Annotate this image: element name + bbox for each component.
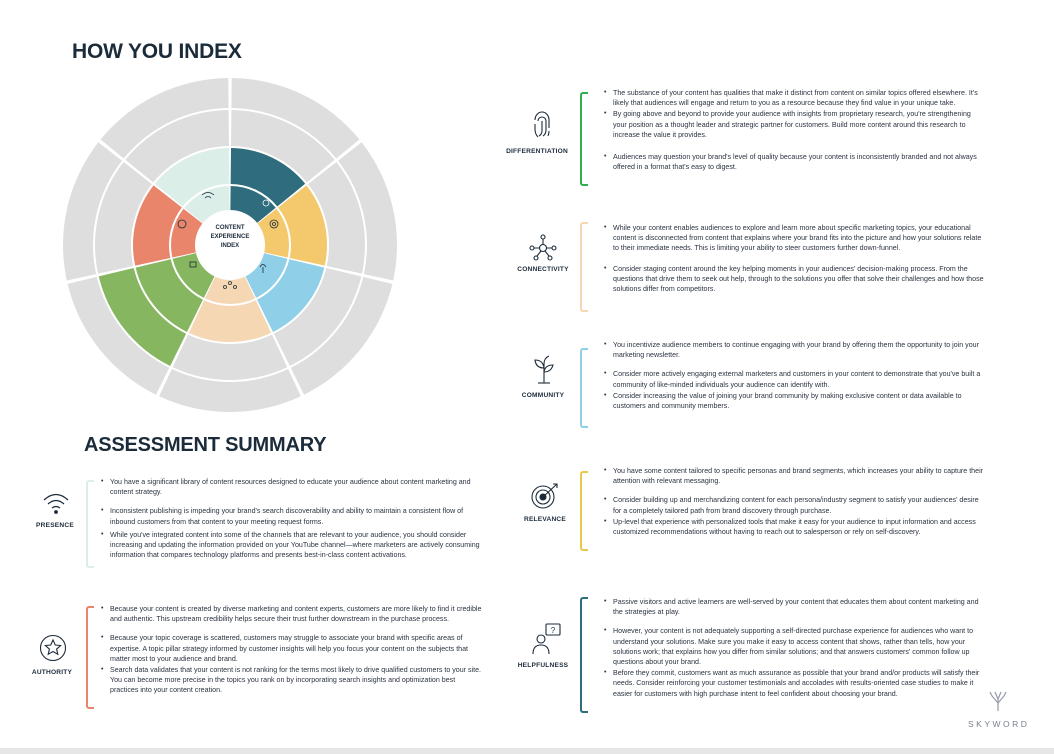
differentiation-bullet-3: • Audiences may question your brand's level of quality because your content is inconsistently branded and not always offered in a format that's easy to digest. — [604, 152, 986, 172]
wheel-center-label-1: CONTENT — [215, 225, 245, 231]
differentiation-bullet-2: • By going above and beyond to provide your audience with insights from proprietary research, you're strengthening your position as a thought leader and strategic partner for customers. Build more content around this research to increase the value it provides. — [604, 109, 986, 140]
community-label: COMMUNITY — [521, 392, 565, 399]
presence-bullet-3: • While you've integrated content into some of the channels that are relevant to your audience, you should consider increasing and updating the information provided on your YouTube channel—where marketers are actively consuming information that compares technology platforms and presents best-in-class content activations. — [101, 530, 483, 561]
helpfulness-bullet-3: • Before they commit, customers want as much assurance as possible that your brand and/or products will satisfy their needs. Consider reinforcing your customer testimonials and accolades with results-oriented case studies to make it easier for customers with high purchase intent to feel confident about choosing your brand. — [604, 668, 986, 699]
relevance-label: RELEVANCE — [524, 516, 566, 523]
helpfulness-bullet-2: • However, your content is not adequately supporting a self-directed purchase experience for audiences who want to understand your solutions. Make sure you make it easy to access content that shows, rather than tells, how your solutions work; that explains how you differ from similar solutions; and that answers customers' common follow up questions about your brand. — [604, 626, 986, 667]
authority-bracket — [86, 606, 94, 709]
relevance-bullet-3: • Up-level that experience with personalized tools that make it easy for your audience to input information and access customized recommendations without having to reach out to salesperson or rely on self-discovery. — [604, 517, 986, 537]
network-nodes-icon — [529, 234, 557, 262]
assessment-summary-title: ASSESSMENT SUMMARY — [84, 434, 327, 456]
presence-label: PRESENCE — [36, 522, 74, 529]
tree-logo-icon — [987, 690, 1009, 712]
star-badge-icon — [39, 634, 67, 662]
presence-bracket — [86, 480, 94, 568]
connectivity-bullet-2: • Consider staging content around the key helping moments in your audiences' decision-making process. From the questions that drive them to seek out help, through to the solutions you offer that solve their challenges and how those solutions differ from competitors. — [604, 264, 986, 295]
presence-bullet-2: • Inconsistent publishing is impeding your brand's search discoverability and ability to maintain a consistent flow of inbound customers from that content to your meeting request forms. — [101, 506, 483, 526]
relevance-bullet-2: • Consider building up and merchandizing content for each persona/industry segment to satisfy your audiences' desire for a completely tailored path from brand discovery through purchase. — [604, 495, 986, 515]
presence-bullet-1: • You have a significant library of content resources designed to educate your audience about content marketing and content strategy. — [101, 477, 483, 497]
community-bracket — [580, 348, 588, 428]
differentiation-bullet-1: • The substance of your content has qualities that make it distinct from content on similar topics offered elsewhere. It's likely that audiences will engage and return to you as a resource because they find value in your unique take. — [604, 88, 986, 108]
community-bullet-2: • Consider more actively engaging external marketers and customers in your content to demonstrate that you've built a community of like-minded individuals your audience can identify with. — [604, 369, 986, 389]
community-bullet-1: • You incentivize audience members to continue engaging with your brand by offering them the opportunity to join your marketing newsletter. — [604, 340, 986, 360]
wheel-center-label-2: EXPERIENCE — [210, 234, 250, 240]
page-title: HOW YOU INDEX — [72, 40, 242, 63]
footer-bar — [0, 748, 1054, 754]
community-bullet-3: • Consider increasing the value of joining your brand community by making exclusive content or data available to customers and community members. — [604, 391, 986, 411]
fingerprint-icon — [531, 110, 553, 140]
wheel-center-label-3: INDEX — [220, 243, 240, 249]
differentiation-bracket — [580, 92, 588, 186]
connectivity-label: CONNECTIVITY — [517, 266, 569, 273]
sprout-icon — [532, 354, 556, 384]
authority-bullet-2: • Because your topic coverage is scattered, customers may struggle to associate your brand with specific areas of expertise. A topic pillar strategy informed by customer insights will help you focus your content on the subjects that matter most to your audience and brand. — [101, 633, 483, 664]
target-icon — [530, 482, 560, 510]
authority-bullet-1: • Because your content is created by diverse marketing and content experts, customers are more likely to find it credible and authentic. This upstream credibility helps secure their trust further downstream in the purchase process. — [101, 604, 483, 624]
helpfulness-label: HELPFULNESS — [517, 662, 569, 669]
helpfulness-bracket — [580, 597, 588, 713]
wheel-relevance-ring-1 — [205, 277, 255, 304]
relevance-bracket — [580, 471, 588, 551]
person-question-icon — [530, 622, 564, 656]
authority-bullet-3: • Search data validates that your content is not ranking for the terms most likely to drive qualified customers to your site. You can become more precise in the topics you rank on by incorporating search insights and optimization best practices into your content creation. — [101, 665, 483, 696]
content-experience-wheel — [60, 75, 400, 415]
authority-label: AUTHORITY — [31, 669, 73, 676]
broadcast-wifi-icon — [42, 491, 70, 515]
connectivity-bracket — [580, 222, 588, 312]
svg-text:?: ? — [550, 626, 556, 635]
connectivity-bullet-1: • While your content enables audiences to explore and learn more about specific marketing topics, your educational content is disconnected from content that explains where your brand fits into the picture and how your solutions relate to their immediate needs. This is limiting your ability to steer customers further down-funnel. — [604, 223, 986, 254]
relevance-bullet-1: • You have some content tailored to specific personas and brand segments, which increases your ability to capture their attention with relevant messaging. — [604, 466, 986, 486]
differentiation-label: DIFFERENTIATION — [506, 148, 568, 155]
skyword-wordmark: SKYWORD — [968, 719, 1030, 729]
skyword-logo — [968, 690, 1028, 729]
wheel-relevance-ring-2 — [189, 300, 271, 342]
helpfulness-bullet-1: • Passive visitors and active learners are well-served by your content that educates them about content marketing and the strategies at play. — [604, 597, 986, 617]
